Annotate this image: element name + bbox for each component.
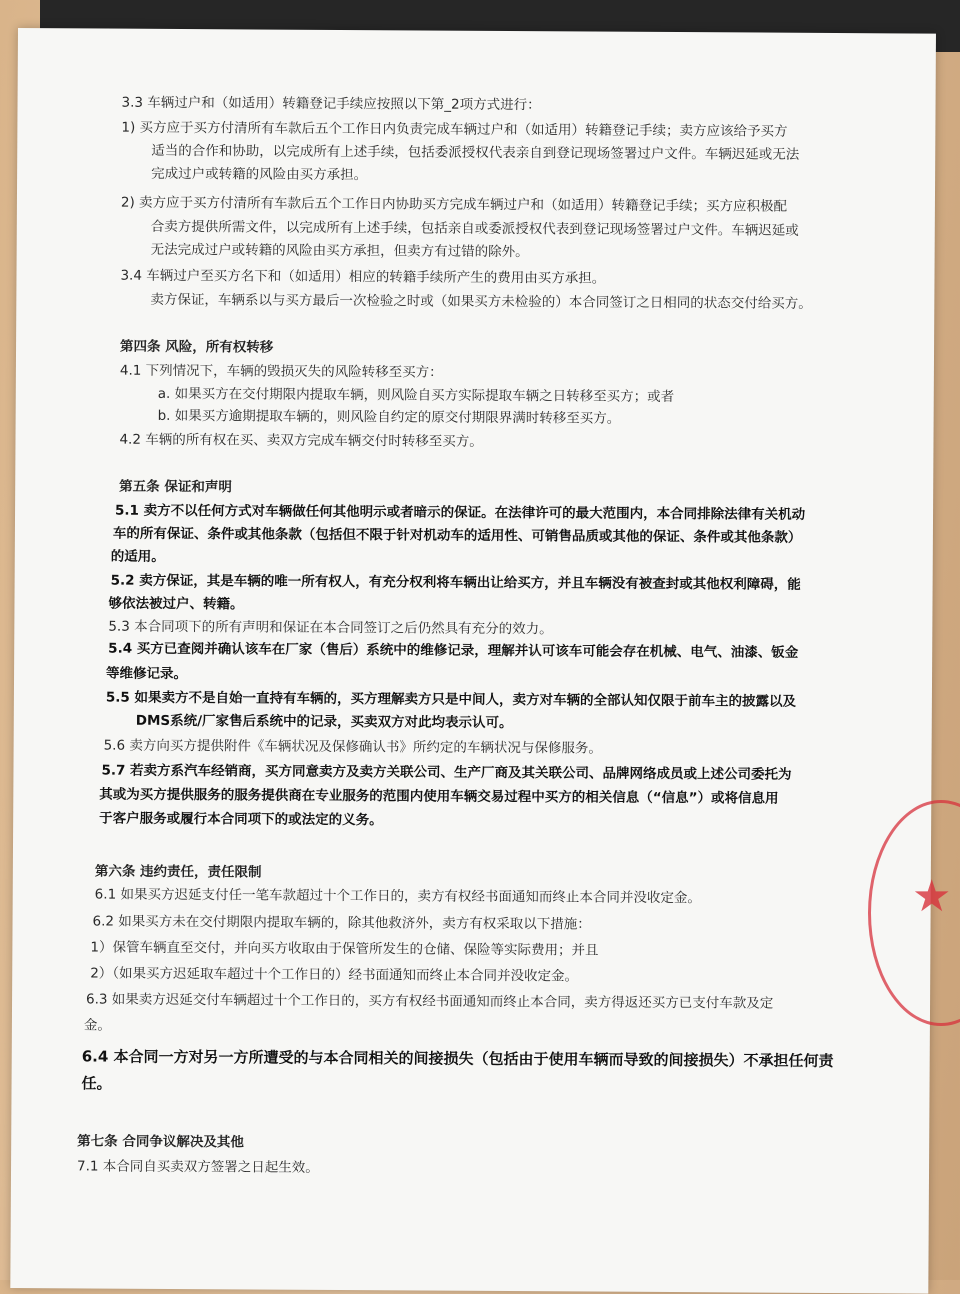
seal-star-icon: ★ — [912, 871, 952, 922]
clause-6-2-item-2: 2）（如果买方迟延取车超过十个工作日的）经书面通知而终止本合同并没收定金。 — [90, 965, 579, 985]
clause-3-4-cont: 卖方保证，车辆系以与买方最后一次检验之时或（如果买方未检验的）本合同签订之日相同的状态交付给买方。 — [150, 291, 812, 312]
clause-4-1-a: a. 如果买方在交付期限内提取车辆，则风险自买方实际提取车辆之日转移至买方；或者 — [157, 385, 675, 406]
clause-3-3-item-2-cont: 合卖方提供所需文件，以完成所有上述手续，包括亲自或委派授权代表到登记现场签署过户文件。车辆迟延或 — [150, 218, 799, 239]
clause-5-4-cont: 等维修记录。 — [106, 665, 188, 683]
clause-3-3-item-2-cont: 无法完成过户或转籍的风险由买方承担，但卖方有过错的除外。 — [150, 241, 529, 261]
section-4-heading: 第四条 风险，所有权转移 — [120, 338, 274, 356]
clause-6-3-cont: 金。 — [83, 1017, 111, 1034]
clause-6-3: 6.3 如果卖方迟延交付车辆超过十个工作日的，买方有权经书面通知而终止本合同，卖方得返还买方已支付车款及定 — [86, 991, 774, 1012]
contract-page — [10, 28, 936, 1294]
clause-6-4-cont: 任。 — [81, 1074, 112, 1093]
clause-5-6: 5.6 卖方向买方提供附件《车辆状况及保修确认书》所约定的车辆状况与保修服务。 — [103, 737, 602, 757]
clause-3-3-item-1-cont: 适当的合作和协助，以完成所有上述手续，包括委派授权代表亲自到登记现场签署过户文件。车辆迟延或无法 — [151, 142, 800, 163]
clause-5-7-cont: 其或为买方提供服务的服务提供商在专业服务的范围内使用车辆交易过程中买方的相关信息（“信息”）或将信息用 — [99, 786, 779, 807]
clause-5-1: 5.1 卖方不以任何方式对车辆做任何其他明示或者暗示的保证。在法律许可的最大范围内，本合同排除法律有关机动 — [115, 502, 806, 523]
clause-5-4: 5.4 买方已查阅并确认该车在厂家（售后）系统中的维修记录，理解并认可该车可能会存在机械、电气、油漆、钣金 — [108, 640, 799, 661]
clause-6-1: 6.1 如果买方迟延支付任一笔车款超过十个工作日的，卖方有权经书面通知而终止本合同并没收定金。 — [94, 886, 702, 907]
clause-5-7: 5.7 若卖方系汽车经销商，买方同意卖方及卖方关联公司、生产厂商及其关联公司、品牌网络成员或上述公司委托为 — [101, 762, 792, 783]
clause-5-2: 5.2 卖方保证，其是车辆的唯一所有权人，有充分权利将车辆出让给买方，并且车辆没有被查封或其他权利障碍，能 — [110, 572, 801, 593]
section-7-heading: 第七条 合同争议解决及其他 — [77, 1133, 244, 1151]
clause-3-3-item-1-cont: 完成过户或转籍的风险由买方承担。 — [151, 165, 368, 184]
clause-3-3-item-2: 2) 卖方应于买方付清所有车款后五个工作日内协助买方完成车辆过户和（如适用）转籍登记手续；买方应积极配 — [120, 194, 788, 215]
clause-5-5: 5.5 如果卖方不是自始一直持有车辆的，买方理解卖方只是中间人，卖方对车辆的全部认知仅限于前车主的披露以及 — [105, 689, 797, 710]
clause-5-1-cont: 的适用。 — [110, 548, 165, 565]
clause-5-7-cont: 于客户服务或履行本合同项下的或法定的义务。 — [99, 810, 383, 829]
clause-5-3: 5.3 本合同项下的所有声明和保证在本合同签订之后仍然具有充分的效力。 — [108, 618, 553, 638]
clause-3-3: 3.3 车辆过户和（如适用）转籍登记手续应按照以下第_2项方式进行： — [121, 94, 541, 114]
clause-5-1-cont: 车的所有保证、条件或其他条款（包括但不限于针对机动车的适用性、可销售品质或其他的保证、条件或其他条款） — [112, 525, 802, 546]
clause-4-1: 4.1 下列情况下，车辆的毁损灭失的风险转移至买方： — [119, 362, 443, 381]
clause-5-2-cont: 够依法被过户、转籍。 — [108, 595, 244, 613]
clause-3-4: 3.4 车辆过户至买方名下和（如适用）相应的转籍手续所产生的费用由买方承担。 — [120, 267, 606, 287]
clause-6-4: 6.4 本合同一方对另一方所遭受的与本合同相关的间接损失（包括由于使用车辆而导致的间接损失）不承担任何责 — [81, 1047, 834, 1071]
clause-6-2: 6.2 如果买方未在交付期限内提取车辆的，除其他救济外，卖方有权采取以下措施： — [92, 913, 591, 933]
section-6-heading: 第六条 违约责任，责任限制 — [94, 863, 262, 881]
section-5-heading: 第五条 保证和声明 — [119, 478, 232, 496]
clause-7-1: 7.1 本合同自买卖双方签署之日起生效。 — [76, 1158, 319, 1176]
clause-4-2: 4.2 车辆的所有权在买、卖双方完成车辆交付时转移至买方。 — [119, 431, 483, 450]
clause-4-1-b: b. 如果买方逾期提取车辆的，则风险自约定的原交付期限界满时转移至买方。 — [157, 407, 621, 427]
clause-6-2-item-1: 1）保管车辆直至交付，并向买方收取由于保管所发生的仓储、保险等实际费用；并且 — [90, 939, 599, 959]
clause-5-5-cont: DMS系统/厂家售后系统中的记录，买卖双方对此均表示认可。 — [135, 712, 513, 732]
clause-3-3-item-1: 1) 买方应于买方付清所有车款后五个工作日内负责完成车辆过户和（如适用）转籍登记手续；卖方应该给予买方 — [121, 119, 788, 140]
page-content — [10, 28, 936, 1294]
